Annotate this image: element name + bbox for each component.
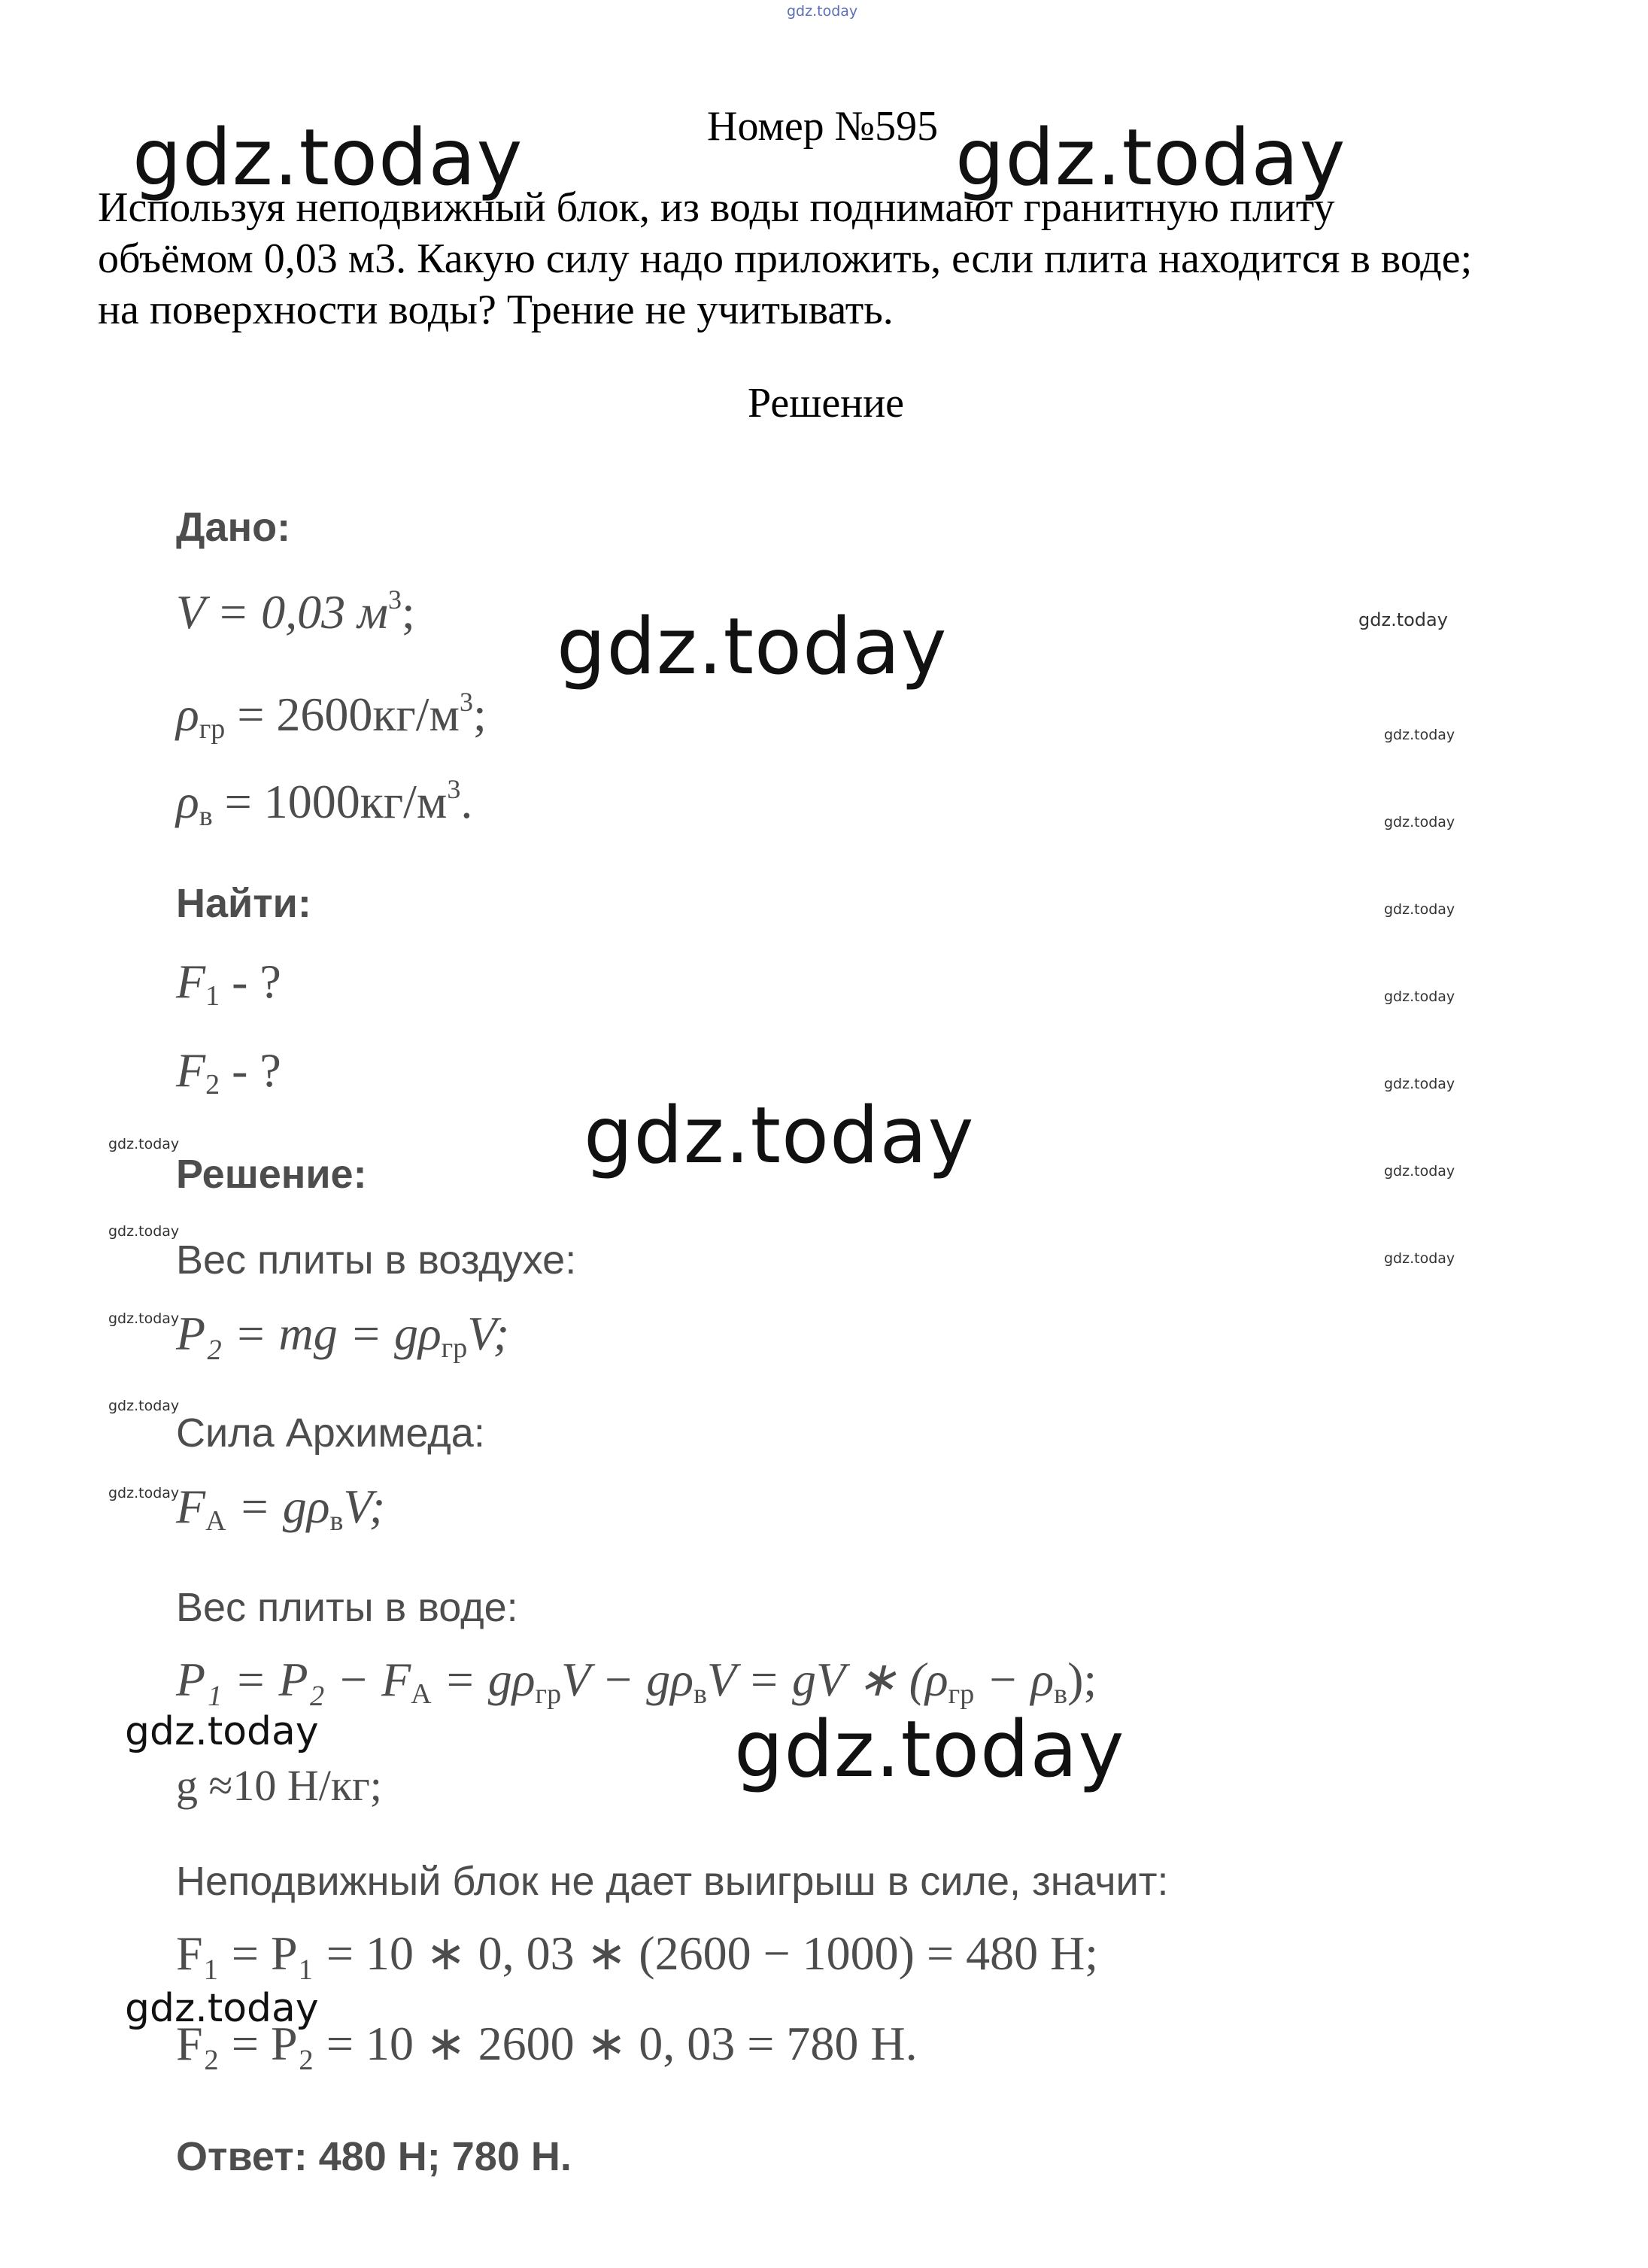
watermark: gdz.today — [1384, 814, 1455, 830]
watermark: gdz.today — [734, 1705, 1125, 1795]
watermark: gdz.today — [1384, 1250, 1455, 1267]
watermark-top: gdz.today — [787, 3, 858, 20]
given-label: Дано: — [176, 505, 291, 550]
block-label: Неподвижный блок не дает выигрыш в силе, значит: — [176, 1859, 1169, 1904]
watermark: gdz.today — [584, 1091, 975, 1181]
task-title: Номер №595 — [707, 103, 939, 150]
watermark: gdz.today — [1384, 727, 1455, 743]
f1-calculation: F₁ = P₁ = 10 ∗ 0, 03 ∗ (2600 − 1000) = 480 Н; — [176, 1926, 1099, 1980]
watermark: gdz.today — [108, 1310, 180, 1327]
find-f1: $F_1$ - ? — [176, 955, 281, 1012]
given-granite-density: $\rho_{гр} = 2600кг/м^3$; — [176, 687, 487, 745]
weight-water-formula: $P_1 = P_2 - F_A = g\rho_{гр}V - g\rho_вV$ = gV ∗ $(\rho_{гр} - \rho_в)$; — [176, 1653, 1097, 1710]
find-f2: $F_2$ - ? — [176, 1043, 281, 1101]
watermark: gdz.today — [1384, 901, 1455, 918]
watermark: gdz.today — [108, 1223, 180, 1240]
watermark: gdz.today — [108, 1398, 180, 1414]
f2-calculation: F₂ = P₂ = 10 ∗ 2600 ∗ 0, 03 = 780 Н. — [176, 2017, 918, 2070]
watermark: gdz.today — [125, 1709, 319, 1754]
g-value: g ≈10 Н/кг; — [176, 1761, 382, 1810]
watermark: gdz.today — [1384, 1163, 1455, 1180]
watermark: gdz.today — [1384, 1076, 1455, 1092]
watermark: gdz.today — [108, 1136, 180, 1152]
watermark: gdz.today — [557, 602, 948, 692]
find-label: Найти: — [176, 881, 311, 926]
watermark: gdz.today — [955, 113, 1346, 203]
weight-water-label: Вес плиты в воде: — [176, 1585, 518, 1630]
solution-label: Решение: — [176, 1152, 367, 1197]
task-text: Используя неподвижный блок, из воды поднимают гранитную плиту объёмом 0,03 м3. Какую силу надо приложить, если плита находится в воде; на поверхности воды? Трение не учитывать. — [98, 184, 1473, 333]
weight-air-label: Вес плиты в воздухе: — [176, 1237, 577, 1283]
archimedes-formula: $F_A = g\rho_вV$; — [176, 1480, 386, 1537]
watermark: gdz.today — [132, 113, 524, 203]
given-water-density: $\rho_в = 1000кг/м^3$. — [176, 774, 473, 832]
given-volume: V = 0,03 $м^3$; — [176, 584, 415, 639]
answer: Ответ: 480 Н; 780 Н. — [176, 2134, 572, 2179]
watermark: gdz.today — [1358, 609, 1448, 630]
weight-air-formula: P₂ = mg = $g\rho_{гр}V$; — [176, 1307, 509, 1364]
archimedes-label: Сила Архимеда: — [176, 1410, 485, 1456]
watermark: gdz.today — [125, 1986, 319, 2031]
watermark: gdz.today — [1384, 988, 1455, 1005]
watermark: gdz.today — [108, 1485, 180, 1501]
solution-heading: Решение — [748, 380, 905, 427]
